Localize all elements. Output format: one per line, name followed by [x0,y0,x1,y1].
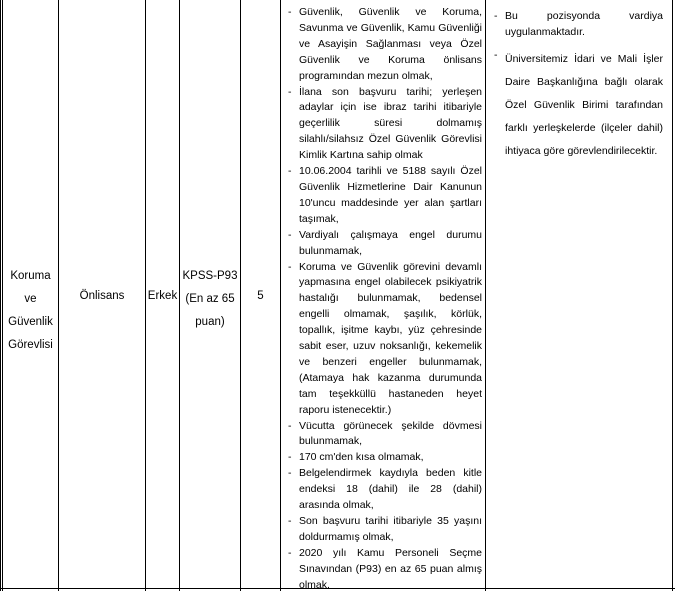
note-item: - Bu pozisyonda vardiya uygulanmaktadır. [494,9,663,40]
requirements-list [288,5,482,594]
requirement-item: - Güvenlik, Güvenlik ve Koruma, Savunma ve Güvenlik, Kamu Güvenliği ve Asayişin Sağlanması veya Özel Güvenlik ve Koruma önlisans programından mezun olmak, [288,5,482,85]
note-item: - Üniversitemiz İdari ve Mali İşler Daire Başkanlığına bağlı olarak Özel Güvenlik Birimi tarafından farklı yerleşkelerde (ilçeler dahil) ihtiyaca göre görevlendirilecektir. [494,48,663,163]
kpss-line: KPSS-P93 [182,270,238,282]
position-title-line: Görevlisi [8,339,53,351]
notes-list [494,9,663,163]
position-title-line: Güvenlik [8,316,53,328]
requirement-item: - Son başvuru tarihi itibariyle 35 yaşını doldurmamış olmak, [288,514,482,546]
kpss-line: puan) [195,316,225,328]
requirement-item: - 2020 yılı Kamu Personeli Seçme Sınavından (P93) en az 65 puan almış olmak. [288,546,482,594]
count-cell [241,289,280,305]
note-text: Bu pozisyonda vardiya uygulanmaktadır. [505,10,663,38]
requirement-item: - 10.06.2004 tarihli ve 5188 sayılı Özel Güvenlik Hizmetlerine Dair Kanunun 10'uncu maddesinde yer alan şartları taşımak, [288,164,482,228]
note-text: Üniversitemiz İdari ve Mali İşler Daire Başkanlığına bağlı olarak Özel Güvenlik Birimi tarafından farklı yerleşkelerde (ilçeler dahil) ihtiyaca göre görevlendirilecektir. [505,53,663,158]
requirement-text: Koruma ve Güvenlik görevini devamlı yapmasına engel olabilecek psikiyatrik hastalığı bulunmamak, bedensel engelli olmamak, şaşılık, körlük, topallık, işitme kaybı, yüz çehresinde sabit eser, uzuv noksanlığı, kekemelik ve benzeri engeller bulunmamak, (Atamaya hak kazanma durumunda tam teşekküllü hastaneden heyet raporu istenecektir.) [299,260,482,416]
gender-cell [146,289,179,305]
requirement-text: 2020 yılı Kamu Personeli Seçme Sınavından (P93) en az 65 puan almış olmak. [299,546,482,591]
kpss-line: (En az 65 [185,293,235,305]
count-value: 5 [257,290,264,302]
education-cell [59,289,145,305]
requirement-text: Belgelendirmek kaydıyla beden kitle endeksi 18 (dahil) ile 28 (dahil) arasında olmak, [299,467,482,512]
requirement-item: - İlana son başvuru tarihi; yerleşen adaylar için ise ibraz tarihi itibariyle geçerlilik süresi dolmamış silahlı/silahsız Özel Güvenlik Görevlisi Kimlik Kartına sahip olmak [288,85,482,165]
kpss-cell [180,265,240,334]
column-divider [485,0,486,591]
education-value: Önlisans [79,290,125,302]
requirement-text: 10.06.2004 tarihli ve 5188 sayılı Özel Güvenlik Hizmetlerine Dair Kanunun 10'uncu maddesinde yer alan şartları taşımak, [299,165,482,225]
requirement-item: - Vücutta görünecek şekilde dövmesi bulunmamak, [288,419,482,451]
position-title-cell [3,265,58,357]
requirement-text: Vardiyalı çalışmaya engel durumu bulunmamak, [299,228,482,257]
requirement-item: - 170 cm'den kısa olmamak, [288,450,482,466]
table-border-right [672,0,673,591]
requirement-text: Son başvuru tarihi itibariyle 35 yaşını doldurmamış olmak, [299,515,482,543]
requirement-text: Vücutta görünecek şekilde dövmesi bulunmamak, [299,419,482,448]
requirement-item: - Vardiyalı çalışmaya engel durumu bulunmamak, [288,228,482,260]
requirement-item: - Koruma ve Güvenlik görevini devamlı yapmasına engel olabilecek psikiyatrik hastalığı bulunmamak, bedensel engelli olmamak, şaşılık, körlük, topallık, işitme kaybı, yüz çehresinde sabit eser, uzuv noksanlığı, kekemelik ve benzeri engeller bulunmamak, (Atamaya hak kazanma durumunda tam teşekküllü hastaneden heyet raporu istenecektir.) [288,260,482,419]
requirement-text: 170 cm'den kısa olmamak, [299,451,424,464]
gender-value: Erkek [147,290,178,302]
requirement-item: - Belgelendirmek kaydıyla beden kitle endeksi 18 (dahil) ile 28 (dahil) arasında olmak, [288,466,482,514]
table-border-left [0,0,1,591]
requirement-text: İlana son başvuru tarihi; yerleşen adaylar için ise ibraz tarihi itibariyle geçerlilik süresi dolmamış silahlı/silahsız Özel Güvenlik Görevlisi Kimlik Kartına sahip olmak [299,85,482,162]
requirement-text: Güvenlik, Güvenlik ve Koruma, Savunma ve Güvenlik, Kamu Güvenliği ve Asayişin Sağlanması veya Özel Güvenlik ve Koruma önlisans programından mezun olmak, [299,6,482,82]
column-divider [280,0,281,591]
position-title-line: Koruma ve [10,270,51,305]
